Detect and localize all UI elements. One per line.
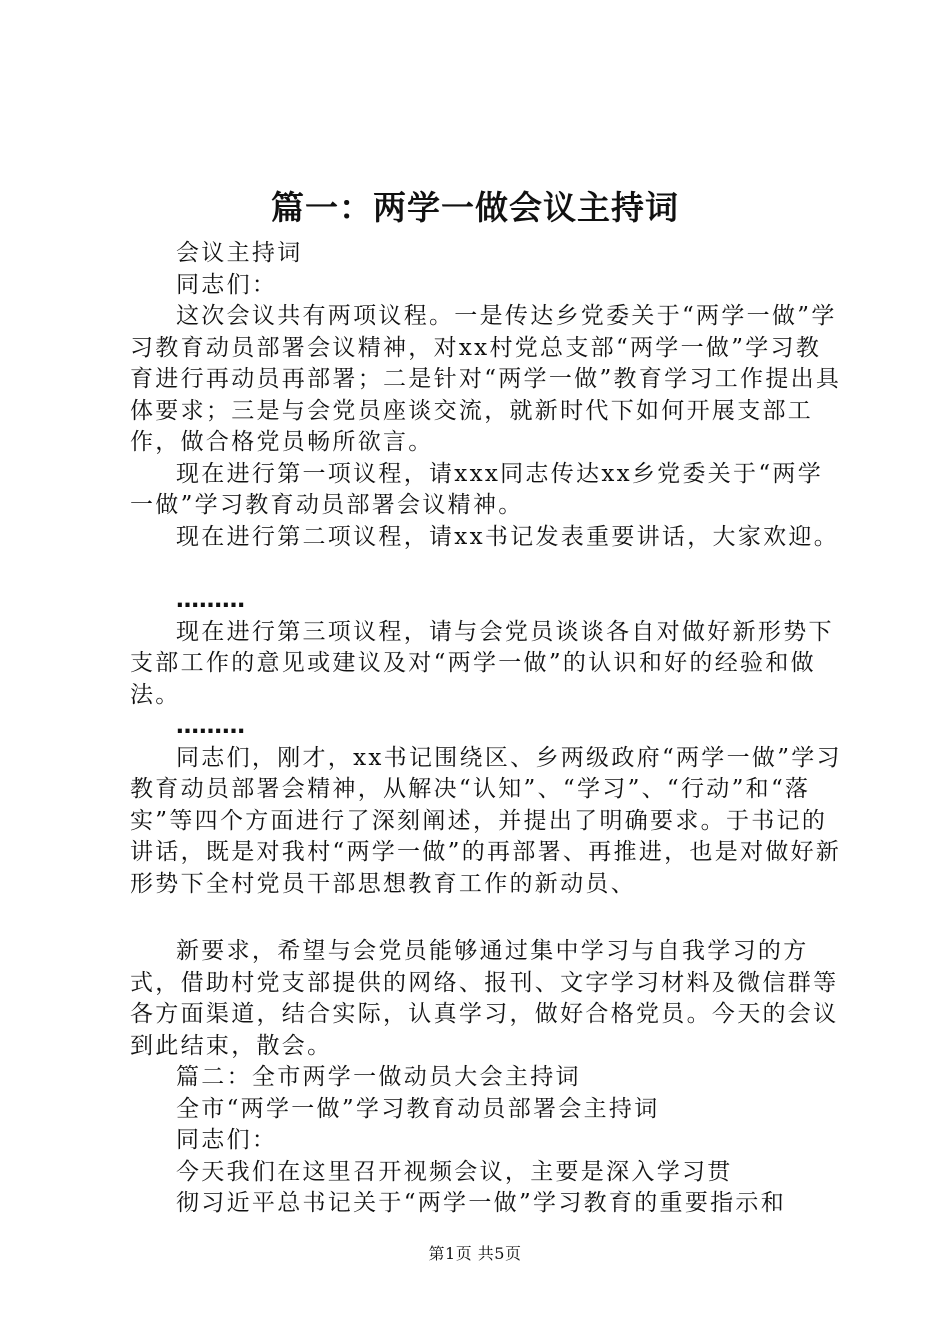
paragraph: 现在进行第一项议程，请xxx同志传达xx乡党委关于“两学一做”学习教育动员部署会议精神。: [130, 460, 824, 518]
paragraph: 全市“两学一做”学习教育动员部署会主持词: [176, 1095, 660, 1122]
paragraph: 同志们，刚才，xx书记围绕区、乡两级政府“两学一做”学习教育动员部署会精神，从解决“认知”、“学习”、“行动”和“落实”等四个方面进行了深刻阐述，并提出了明确要求。于书记的讲话，既是对我村“两学一做”的再部署、再推进，也是对做好新形势下全村党员干部思想教育工作的新动员、: [130, 744, 842, 897]
spacer: [130, 553, 842, 585]
paragraph: 同志们：: [176, 271, 278, 298]
paragraph: 这次会议共有两项议程。一是传达乡党委关于“两学一做”学习教育动员部署会议精神，对xx村党总支部“两学一做”学习教育进行再动员再部署；二是针对“两学一做”教育学习工作提出具体要求；三是与会党员座谈交流，就新时代下如何开展支部工作，做合格党员畅所欲言。: [130, 303, 842, 455]
paragraph: 会议主持词: [176, 240, 303, 266]
paragraph: 新要求，希望与会党员能够通过集中学习与自我学习的方式，借助村党支部提供的网络、报刊、文字学习材料及微信群等各方面渠道，结合实际，认真学习，做好合格党员。今天的会议到此结束，散会。: [130, 938, 839, 1059]
document-title: 篇一：两学一做会议主持词: [271, 188, 679, 227]
paragraph: 现在进行第二项议程，请xx书记发表重要讲话，大家欢迎。: [176, 523, 840, 550]
paragraph: 今天我们在这里召开视频会议，主要是深入学习贯: [176, 1158, 733, 1185]
ellipsis-line: ………: [176, 587, 245, 613]
spacer: [130, 900, 842, 936]
page-footer: 第1页 共5页: [428, 1244, 522, 1263]
paragraph: 同志们：: [176, 1127, 278, 1153]
document-body: [130, 238, 842, 1220]
ellipsis-line: ………: [176, 713, 245, 739]
paragraph: 现在进行第三项议程，请与会党员谈谈各自对做好新形势下支部工作的意见或建议及对“两学一做”的认识和好的经验和做法。: [130, 618, 834, 708]
section-heading: 篇二：全市两学一做动员大会主持词: [176, 1064, 581, 1090]
paragraph: 彻习近平总书记关于“两学一做”学习教育的重要指示和: [176, 1190, 787, 1216]
